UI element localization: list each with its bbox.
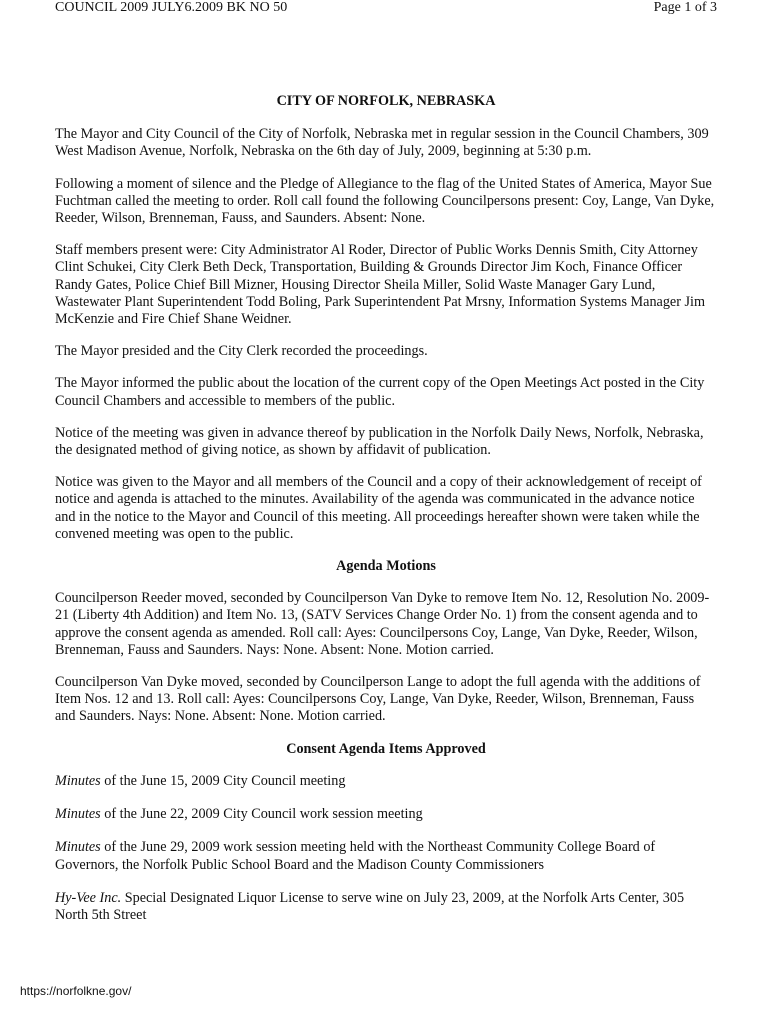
- page-number: Page 1 of 3: [653, 0, 717, 15]
- agenda-motions-heading: Agenda Motions: [336, 558, 436, 575]
- consent-item-label: Hy-Vee Inc.: [55, 889, 122, 906]
- document-title: CITY OF NORFOLK, NEBRASKA: [276, 93, 496, 109]
- consent-item-label: Minutes: [55, 772, 101, 789]
- consent-item-label: Minutes: [55, 839, 101, 856]
- paragraph-presided: The Mayor presided and the City Clerk recorded the proceedings.: [55, 343, 428, 360]
- paragraph-notice-publication: Notice of the meeting was given in advance thereof by publication in the Norfolk Daily News, Norfolk, Nebraska, the designated method of giving notice, as shown by affidavit of publication.: [55, 424, 704, 459]
- paragraph-staff: Staff members present were: City Administrator Al Roder, Director of Public Works Dennis Smith, City Attorney Clint Schukei, City Clerk Beth Deck, Transportation, Building & Grounds Director Jim Koch, Finance Officer Randy Gates, Police Chief Bill Mizner, Housing Director Sheila Miller, Solid Waste Manager Gary Lund, Wastewater Plant Superintendent Todd Boling, Park Superintendent Pat Mrsny, Information Systems Manager Jim McKenzie and Fire Chief Shane Weidner.: [55, 242, 705, 328]
- consent-item-text: of the June 22, 2009 City Council work session meeting: [100, 806, 423, 823]
- paragraph-open-meetings: The Mayor informed the public about the location of the current copy of the Open Meetings Act posted in the City Council Chambers and accessible to members of the public.: [55, 375, 705, 409]
- consent-item-text: of the June 15, 2009 City Council meeting: [100, 772, 346, 789]
- document-id: COUNCIL 2009 JULY6.2009 BK NO 50: [55, 0, 288, 15]
- footer-url: https://norfolkne.gov/: [20, 984, 132, 998]
- consent-item: [55, 839, 717, 873]
- consent-item: [55, 890, 717, 924]
- agenda-motion-item: Councilperson Van Dyke moved, seconded by Councilperson Lange to adopt the full agenda with the additions of Item Nos. 12 and 13. Roll call: Ayes: Councilpersons Coy, Lange, Van Dyke, Reeder, Wilson, Brenneman, Fauss and Saunders. Nays: None. Absent: None. Motion carried.: [55, 674, 701, 725]
- consent-item-text: of the June 29, 2009 work session meeting held with the Northeast Community College Board of Governors, the Norfolk Public School Board and the Madison County Commissioners: [55, 839, 656, 873]
- consent-item: [55, 773, 717, 790]
- agenda-motion-item: Councilperson Reeder moved, seconded by Councilperson Van Dyke to remove Item No. 12, Resolution No. 2009-21 (Liberty 4th Addition) and Item No. 13, (SATV Services Change Order No. 1) from the consent agenda and to approve the consent agenda as amended. Roll call: Ayes: Councilpersons Coy, Lange, Van Dyke, Reeder, Wilson, Brenneman, Fauss and Saunders. Nays: None. Absent: None. Motion carried.: [55, 590, 710, 658]
- consent-item: [55, 806, 717, 823]
- paragraph-opening: The Mayor and City Council of the City of Norfolk, Nebraska met in regular session in the Council Chambers, 309 West Madison Avenue, Norfolk, Nebraska on the 6th day of July, 2009, beginning at 5:30 p.m.: [55, 126, 709, 160]
- consent-agenda-heading: Consent Agenda Items Approved: [286, 740, 486, 757]
- page-header: [55, 0, 715, 20]
- paragraph-notice-council: Notice was given to the Mayor and all members of the Council and a copy of their acknowledgement of receipt of notice and agenda is attached to the minutes. Availability of the agenda was communicated in the advance notice and in the notice to the Mayor and Council of this meeting. All proceedings hereafter shown were taken while the convened meeting was open to the public.: [55, 474, 702, 542]
- document-body: [55, 93, 717, 940]
- consent-agenda-list: [55, 773, 717, 924]
- consent-item-label: Minutes: [55, 806, 101, 823]
- paragraph-roll-call: Following a moment of silence and the Pledge of Allegiance to the flag of the United States of America, Mayor Sue Fuchtman called the meeting to order. Roll call found the following Councilpersons present: Coy, Lange, Van Dyke, Reeder, Wilson, Brenneman, Fauss, and Saunders. Absent: None.: [55, 175, 715, 227]
- consent-item-text: Special Designated Liquor License to serve wine on July 23, 2009, at the Norfolk Arts Center, 305 North 5th Street: [55, 889, 685, 923]
